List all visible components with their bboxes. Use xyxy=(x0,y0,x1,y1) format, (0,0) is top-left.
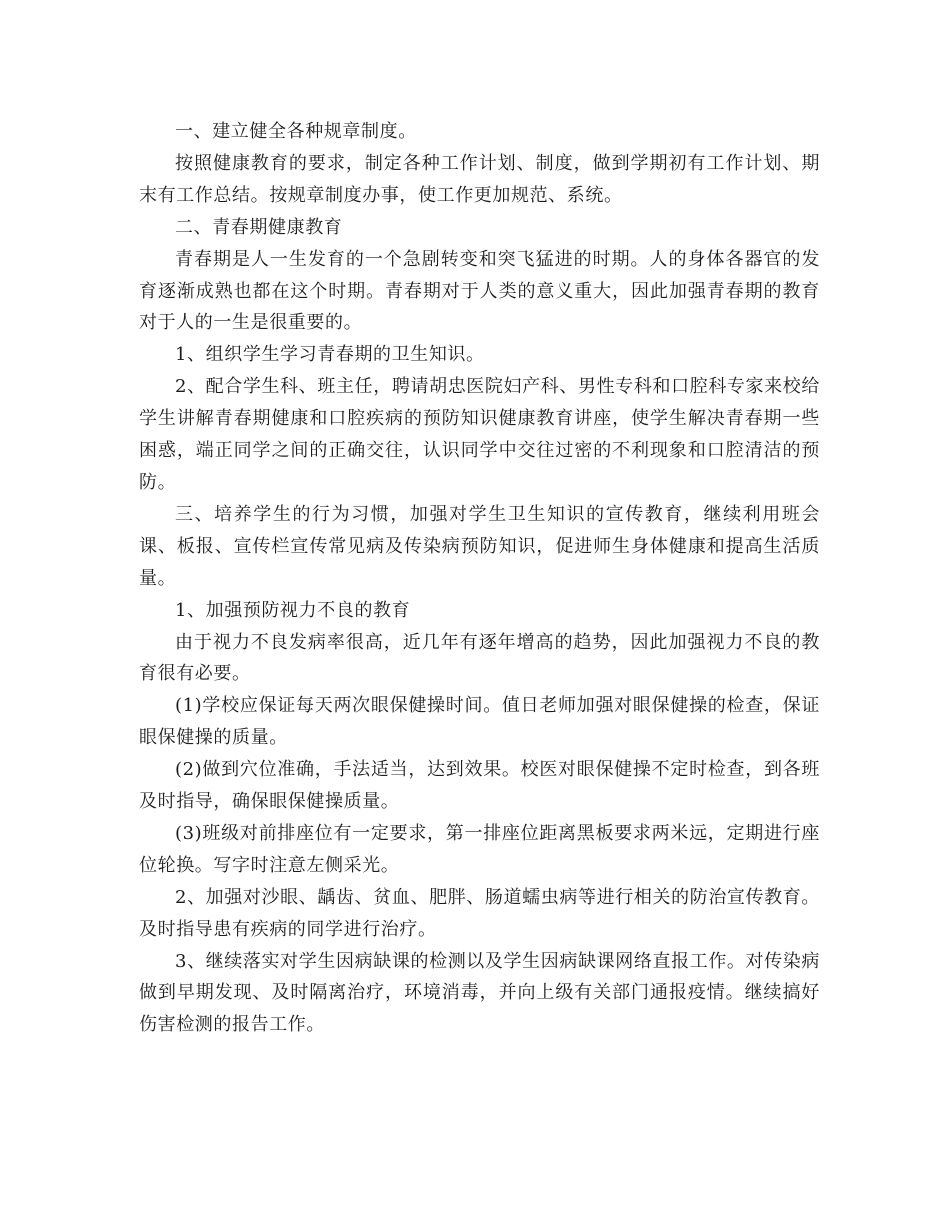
paragraph-plan: 按照健康教育的要求，制定各种工作计划、制度，做到学期初有工作计划、期末有工作总结。按规章制度办事，使工作更加规范、系统。 xyxy=(139,152,820,206)
item-vision-education: 1、加强预防视力不良的教育 xyxy=(175,599,411,621)
heading-regulations: 一、建立健全各种规章制度。 xyxy=(175,121,417,142)
subitem-seating: (3)班级对前排座位有一定要求，第一排座位距离黑板要求两米远，定期进行座位轮换。写字时注意左侧采光。 xyxy=(139,822,820,876)
document-body xyxy=(139,116,820,1041)
item-expert-lectures: 2、配合学生科、班主任，聘请胡忠医院妇产科、男性专科和口腔科专家来校给学生讲解青春期健康和口腔疾病的预防知识健康教育讲座，使学生解决青春期一些困惑，端正同学之间的正确交往，认识同学中交往过密的不利现象和口腔清洁的预防。 xyxy=(139,376,820,493)
item-hygiene-knowledge: 1、组织学生学习青春期的卫生知识。 xyxy=(175,344,485,366)
heading-behavior-habits: 三、培养学生的行为习惯，加强对学生卫生知识的宣传教育，继续利用班会课、板报、宣传栏宣传常见病及传染病预防知识，促进师生身体健康和提高生活质量。 xyxy=(139,503,820,589)
subitem-acupoint-accuracy: (2)做到穴位准确，手法适当，达到效果。校医对眼保健操不定时检查，到各班及时指导，确保眼保健操质量。 xyxy=(139,759,820,813)
paragraph-vision-rate: 由于视力不良发病率很高，近几年有逐年增高的趋势，因此加强视力不良的教育很有必要。 xyxy=(139,631,820,685)
item-disease-prevention: 2、加强对沙眼、龋齿、贫血、肥胖、肠道蠕虫病等进行相关的防治宣传教育。及时指导患有疾病的同学进行治疗。 xyxy=(139,886,820,940)
subitem-eye-exercise-time: (1)学校应保证每天两次眼保健操时间。值日老师加强对眼保健操的检查，保证眼保健操的质量。 xyxy=(139,695,820,749)
item-absence-reporting: 3、继续落实对学生因病缺课的检测以及学生因病缺课网络直报工作。对传染病做到早期发现、及时隔离治疗，环境消毒，并向上级有关部门通报疫情。继续搞好伤害检测的报告工作。 xyxy=(139,950,820,1036)
heading-adolescent-health: 二、青春期健康教育 xyxy=(175,216,343,238)
paragraph-adolescence: 青春期是人一生发育的一个急剧转变和突飞猛进的时期。人的身体各器官的发育逐渐成熟也都在这个时期。青春期对于人类的意义重大，因此加强青春期的教育对于人的一生是很重要的。 xyxy=(139,248,820,334)
